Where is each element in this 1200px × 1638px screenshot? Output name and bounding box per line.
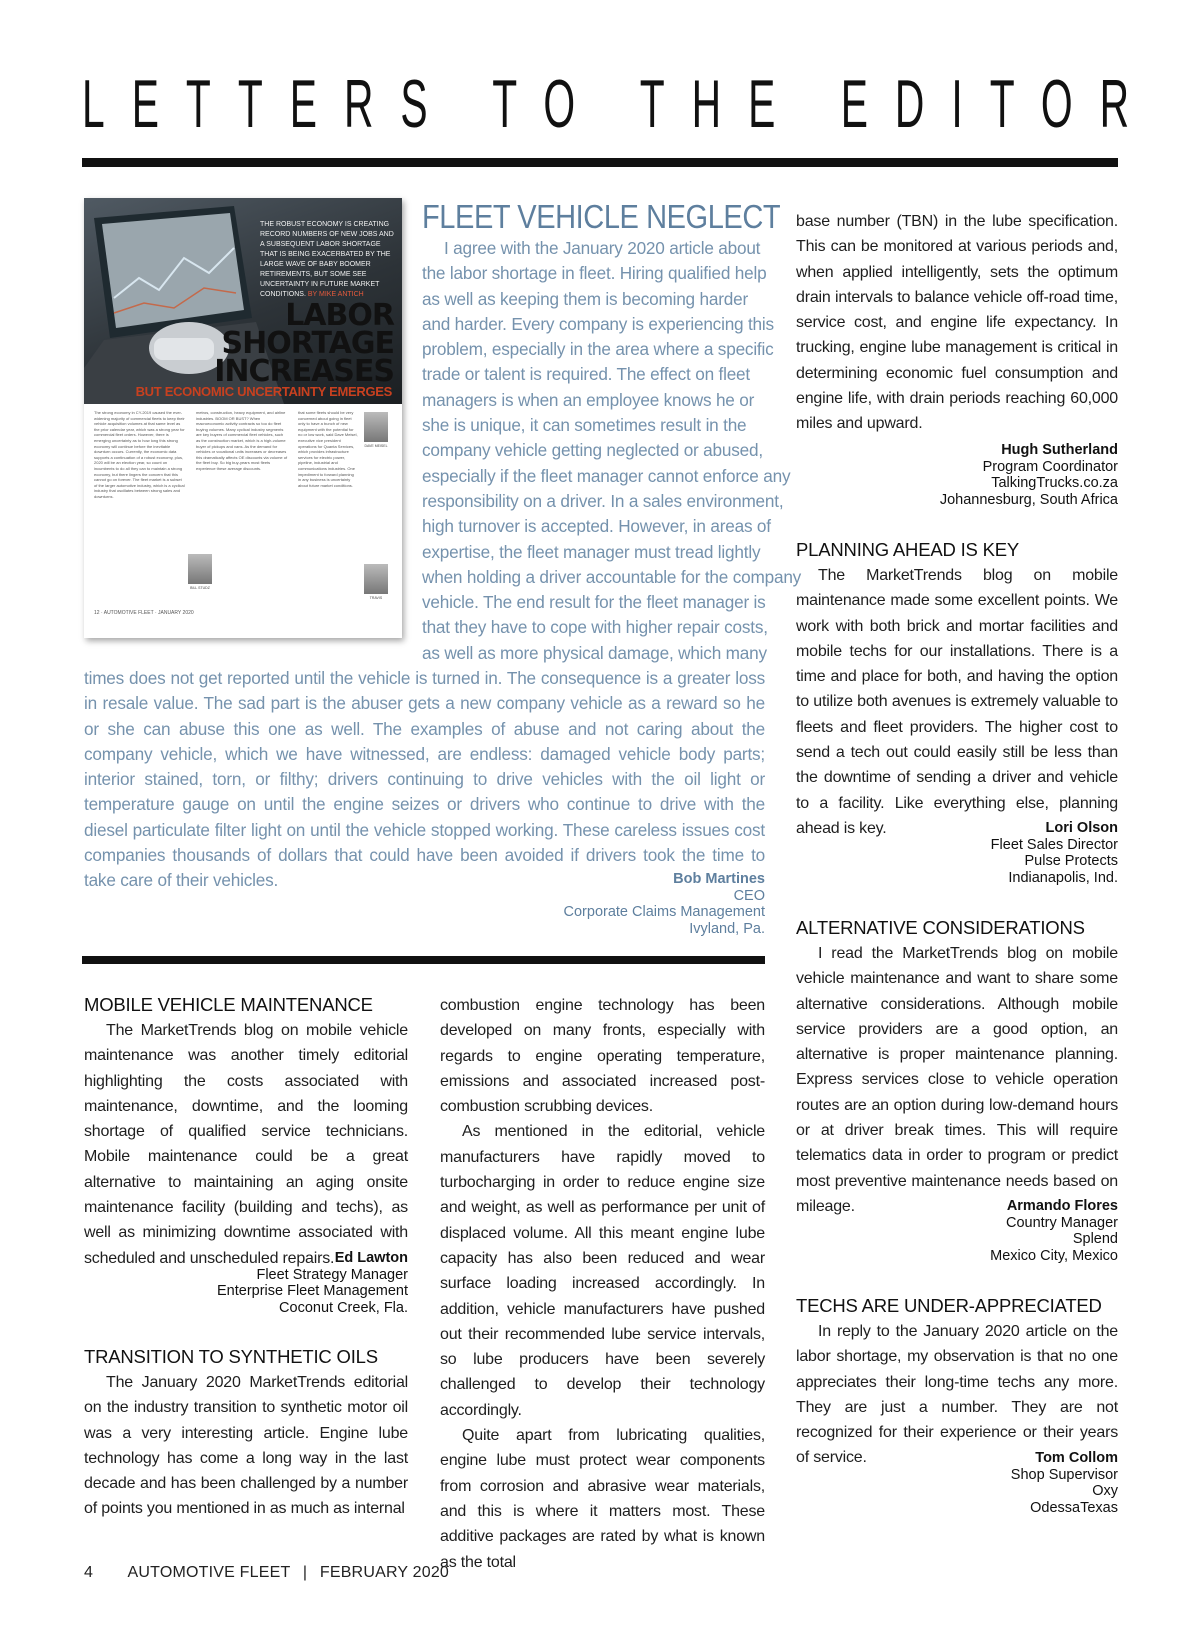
letter-line: she is unique, it can sometimes result in the [422, 415, 747, 436]
letter-line: as well as more physical damage, which many [422, 642, 767, 663]
techs-underappreciated-text [796, 1319, 1118, 1471]
planning-ahead-heading: PLANNING AHEAD IS KEY [796, 539, 1020, 560]
signature-location: Ivyland, Pa. [689, 920, 765, 937]
headline-line-1: LABOR [285, 298, 394, 333]
signature-ed-lawton [150, 1250, 408, 1316]
signature-location: Mexico City, Mexico [990, 1247, 1118, 1264]
signature-title: Country Manager [1005, 1214, 1118, 1231]
page-number: 4 [84, 1564, 94, 1581]
thumbnail-caption-1: DAVE MEISEL [364, 444, 388, 448]
letter-line: responsibility on a driver. In a sales environment, [422, 490, 784, 511]
title-rule [82, 158, 1118, 167]
synthetic-oils-text-col1 [84, 1370, 408, 1522]
letter-line: that they have to cope with higher repair costs, [422, 617, 768, 638]
signature-title: Fleet Sales Director [990, 836, 1118, 853]
thumbnail-caption-3: TRAVIS [369, 596, 383, 600]
signature-hugh-sutherland [860, 442, 1118, 508]
thumbnail-headline [94, 298, 394, 389]
signature-title: CEO [733, 887, 765, 904]
section-rule [82, 956, 765, 964]
signature-location: OdessaTexas [1030, 1499, 1118, 1516]
letter-line: I agree with the January 2020 article about [444, 238, 761, 258]
page-footer [84, 1564, 449, 1582]
planning-ahead-text [796, 563, 1118, 841]
signature-name: Hugh Sutherland [1001, 442, 1118, 458]
signature-name: Tom Collom [1035, 1450, 1118, 1466]
letter-paragraph: The January 2020 MarketTrends editorial on the industry transition to synthetic motor oil was a very interesting article. Engine lube technology has come a long way in the last decade and has been challenged by a number of points you mentioned in as much as internal [84, 1374, 408, 1518]
letter-paragraph-continued: combustion engine technology has been developed on many fronts, especially with regards to engine operating temperature, emissions and associated increased post-combustion scrubbing devices. [440, 997, 765, 1116]
signature-title: Shop Supervisor [1010, 1466, 1118, 1483]
signature-company: TalkingTrucks.co.za [991, 475, 1118, 491]
signature-title: Program Coordinator [982, 458, 1118, 475]
techs-underappreciated-heading: TECHS ARE UNDER-APPRECIATED [796, 1295, 1102, 1316]
letter-line: and harder. Every company is experiencing this [422, 313, 774, 334]
issue-date: FEBRUARY 2020 [319, 1564, 450, 1581]
letter-line: vehicle. The end result for the fleet manager is [422, 592, 766, 613]
letter-line: high turnover is accepted. However, in areas of [422, 516, 771, 537]
letter-line: problem, especially in the area where a specific [422, 339, 774, 360]
signature-name: Ed Lawton [334, 1250, 408, 1266]
signature-company: Oxy [1092, 1483, 1118, 1499]
signature-bob-martines [500, 871, 765, 937]
letter-paragraph: In reply to the January 2020 article on the labor shortage, my observation is that no one appreciates their long-time techs any more. They are just a number. They are not recognized for their experience or their years of service. [796, 1323, 1118, 1467]
footer-separator: | [302, 1564, 308, 1581]
letter-line: managers is when an employee knows he or [422, 389, 755, 410]
signature-location: Coconut Creek, Fla. [279, 1299, 408, 1316]
synthetic-oils-text-col2 [440, 993, 765, 1575]
alternative-considerations-heading: ALTERNATIVE CONSIDERATIONS [796, 917, 1085, 938]
letter-line: company vehicle getting neglected or abused, [422, 440, 763, 461]
signature-company: Corporate Claims Management [563, 904, 765, 920]
letter-line: expertise, the fleet manager must tread lightly [422, 541, 761, 562]
mobile-vehicle-maintenance-text [84, 1018, 408, 1271]
letter-paragraph: As mentioned in the editorial, vehicle manufacturers have rapidly moved to turbocharging in order to reduce engine size and weight, as well as performance per unit of displaced volume. All this meant engine lube capacity has also been reduced and wear surface loading increased accordingly. In addition, vehicle manufacturers have pushed out their recommended lube service intervals, so lube producers have been severely challenged to develop their technology accordingly. [440, 1123, 765, 1419]
letter-line: the labor shortage in fleet. Hiring qualified help [422, 263, 767, 284]
fleet-vehicle-neglect-paragraph: times does not get reported until the vehicle is turned in. The consequence is a greater loss in resale value. The sad part is the abuser gets a new company vehicle as a reward so he or she can abuse this one as well. The examples of abuse and not caring about the company vehicle, which we have witnessed, are endless: damaged vehicle body parts; interior stained, torn, or filthy; drivers continuing to drive vehicles with the oil light or temperature gauge on until the engine seizes or drivers who continue to drive with the diesel particulate filter light on until the vehicle stopped working. These careless issues cost companies thousands of dollars that could have been avoided if drivers took the time to take care of their vehicles. [84, 668, 765, 891]
letter-line: especially if the fleet manager cannot enforce any [422, 465, 791, 486]
signature-location: Johannesburg, South Africa [939, 491, 1118, 508]
headline-line-3: INCREASES [214, 354, 394, 389]
thumbnail-blurb: THE ROBUST ECONOMY IS CREATING RECORD NUMBERS OF NEW JOBS AND A SUBSEQUENT LABOR SHORTAGE THAT IS BEING EXACERBATED BY THE LARGE WAVE OF BABY BOOMER RETIREMENTS, BUT SOME SEE UNCERTAINTY IN FUTURE MARKET CONDITIONS. BY MIKE ANTICH [260, 221, 394, 298]
thumbnail-portrait-2 [188, 554, 212, 584]
publication-name: AUTOMOTIVE FLEET [127, 1564, 291, 1581]
thumbnail-footer: 12 · AUTOMOTIVE FLEET · JANUARY 2020 [94, 610, 194, 616]
magazine-thumbnail [84, 198, 402, 638]
signature-company: Splend [1072, 1231, 1118, 1247]
signature-company: Pulse Protects [1024, 853, 1118, 869]
thumbnail-portrait-1 [364, 412, 388, 442]
thumbnail-column-2: metros, construction, heavy equipment, and airline industries. BOOM OR BUST? When macroeconomic activity contracts so too do fleet buying volumes. Many cyclical industry segments are key buyers of commercial fleet vehicles, such as the construction market, which is a high-volume buyer of pickups and vans. As the demand for vehicles or vocational units increases or decreases this dramatically affects OE discounts via volume of the fleet buy. So big buy-years most fleets experience these average discounts. [196, 410, 288, 471]
signature-name: Bob Martines [673, 871, 765, 887]
alternative-considerations-text [796, 941, 1118, 1219]
signature-title: Fleet Strategy Manager [256, 1266, 408, 1283]
signature-tom-collom [860, 1450, 1118, 1516]
signature-lori-olson [860, 820, 1118, 886]
fleet-vehicle-neglect-narrow-text [422, 236, 802, 666]
signature-name: Lori Olson [1045, 820, 1118, 836]
signature-name: Armando Flores [1006, 1198, 1118, 1214]
letter-line: when holding a driver accountable for the company [422, 566, 802, 587]
thumbnail-subhead: BUT ECONOMIC UNCERTAINTY EMERGES [135, 384, 392, 399]
letter-paragraph: I read the MarketTrends blog on mobile vehicle maintenance and want to share some alternative considerations. Although mobile service providers are a good option, an alternative is proper maintenance planning. Express services close to vehicle operation routes are an option during low-demand hours or at driver break times. This will require telematics data in order to program or predict most preventive maintenance needs based on mileage. [796, 945, 1118, 1215]
fleet-vehicle-neglect-heading: FLEET VEHICLE NEGLECT [422, 198, 781, 235]
letter-paragraph: Quite apart from lubricating qualities, engine lube must protect wear components from corrosion and abrasive wear materials, and this is where it matters most. These additive packages are rated by what is known as the total [440, 1427, 765, 1571]
signature-company: Enterprise Fleet Management [216, 1283, 408, 1299]
thumbnail-column-3: that some fleets should be very concerned about going in fleet only to have a bunch of new equipment with the potential for no or low work, said Dave Meisel, executive vice president operations for Quanta Services, which provides infrastructure services for electric power, pipeline, industrial and communications industries. One impediment to forward planning in any business is uncertainty about future market conditions. [298, 410, 358, 488]
letter-line: trade or talent is required. The effect on fleet [422, 364, 750, 385]
signature-armando-flores [860, 1198, 1118, 1264]
mobile-vehicle-maintenance-heading: MOBILE VEHICLE MAINTENANCE [84, 994, 373, 1015]
letter-line: as well as keeping them is becoming harder [422, 288, 748, 309]
thumbnail-caption-2: BILL STUDZ [190, 586, 210, 590]
thumbnail-column-1: The strong economy in CY-2019 caused the ever-widening majority of commercial fleets to keep their vehicle acquisition volumes at that same level as the prior calendar year, which was a strong year for commercial fleet orders. However, there is emerging uncertainty as to how long this strong economy will continue before the inevitable downturn occurs. Currently, the economic data supports a continuation of a robust economy, plus, 2020 will be an election year, so count on incumbents to do all they can to maintain a strong economy, but there lingers the concern that this cannot go on forever. The fleet market is a subset of the larger automotive industry, which is a cyclical industry that oscillates between strong sales and downturns. [94, 410, 185, 499]
synthetic-oils-text-col3 [796, 209, 1118, 437]
thumbnail-byline: BY MIKE ANTICH [307, 291, 364, 298]
signature-location: Indianapolis, Ind. [1008, 869, 1118, 886]
headline-line-2: SHORTAGE [221, 326, 394, 361]
thumbnail-portrait-3 [364, 564, 388, 594]
page-title: LETTERS TO THE EDITOR [82, 66, 1157, 142]
fleet-vehicle-neglect-wide-text [84, 666, 765, 894]
letter-paragraph: The MarketTrends blog on mobile maintenance made some excellent points. We work with both brick and mortar facilities and mobile techs for our installations. There is a time and place for both, and having the option to utilize both avenues is extremely valuable to fleets and fleet providers. The higher cost to send a tech out could easily still be less than the downtime of sending a driver and vehicle to a facility. Like everything else, planning ahead is key. [796, 567, 1118, 837]
synthetic-oils-heading: TRANSITION TO SYNTHETIC OILS [84, 1346, 378, 1367]
letter-paragraph: The MarketTrends blog on mobile vehicle maintenance was another timely editorial highlighting the costs associated with maintenance, downtime, and the looming shortage of qualified service technicians. Mobile maintenance could be a great alternative to maintaining an aging onsite maintenance facility (building and techs), as well as minimizing downtime associated with scheduled and unscheduled repairs. [84, 1022, 408, 1267]
letter-paragraph-continued: base number (TBN) in the lube specification. This can be monitored at various periods and, when applied intelligently, sets the optimum drain intervals to balance vehicle off-road time, service cost, and engine life expectancy. In trucking, engine lube management is critical in determining economic fuel consumption and engine life, with drain periods reaching 60,000 miles and upward. [796, 213, 1118, 433]
